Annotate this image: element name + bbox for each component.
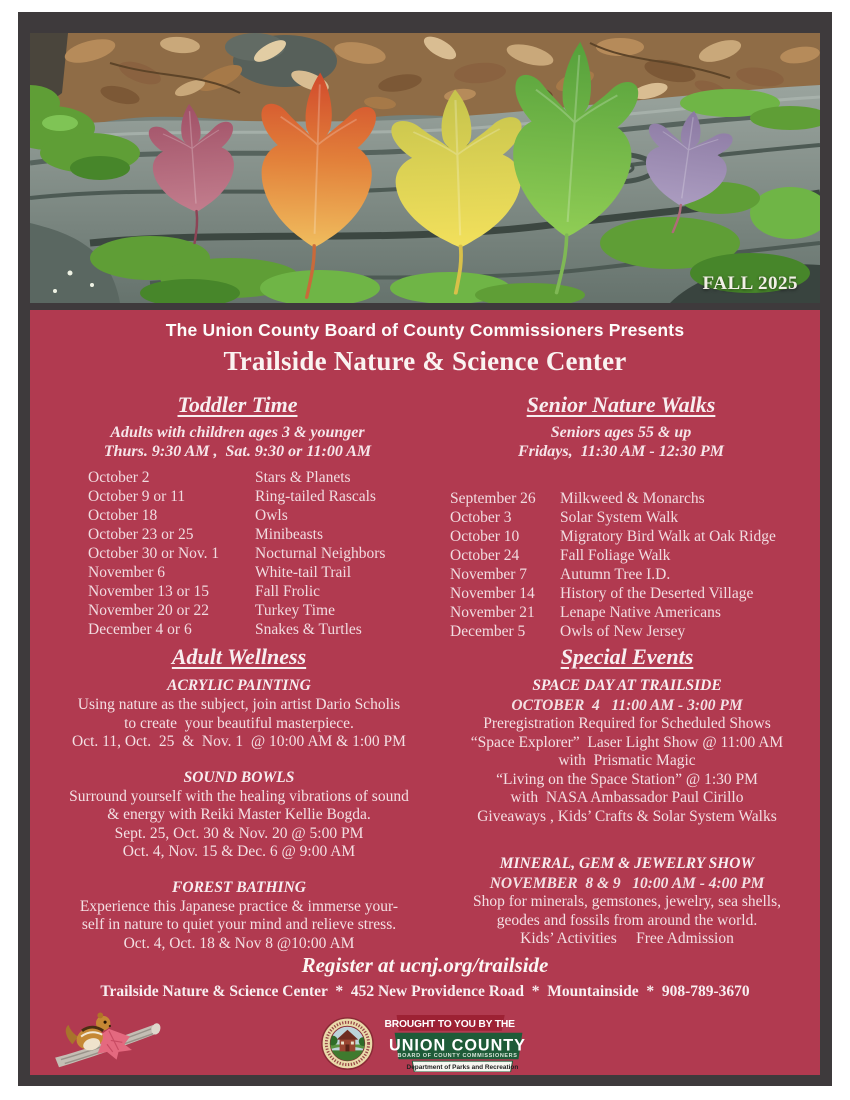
program-sound-bowls — [38, 767, 440, 862]
program-forest-bathing — [38, 877, 440, 954]
program-name: SOUND BOWLS — [183, 768, 295, 786]
program-details — [38, 898, 440, 954]
program-detail-line: Surround yourself with the healing vibrations of sound — [69, 787, 409, 805]
program-details — [38, 788, 440, 862]
senior-walks-list — [430, 489, 812, 641]
event-datetime: OCTOBER 4 11:00 AM - 3:00 PM — [511, 697, 743, 714]
board-text: BOARD OF COUNTY COMMISSIONERS — [397, 1053, 518, 1060]
event-name: Ring-tailed Rascals — [255, 488, 376, 505]
program-detail-line: Using nature as the subject, join artist Dario Scholis — [77, 696, 401, 713]
event-date: October 24 — [450, 547, 520, 564]
schedule-row — [430, 622, 812, 641]
event-name: Stars & Planets — [255, 469, 351, 486]
union-county-text: UNION COUNTY — [389, 1036, 526, 1055]
event-details — [438, 715, 816, 826]
event-space-day — [438, 675, 816, 826]
program-name: FOREST BATHING — [172, 878, 306, 896]
event-detail-line: Shop for minerals, gemstones, jewelry, sea shells, — [472, 893, 782, 910]
program-name: ACRYLIC PAINTING — [167, 677, 311, 694]
event-date: October 30 or Nov. 1 — [88, 545, 220, 562]
toddler-time-audience: Adults with children ages 3 & younger — [110, 424, 365, 441]
event-name: Lenape Native Americans — [560, 604, 721, 621]
event-datetime: NOVEMBER 8 & 9 10:00 AM - 4:00 PM — [489, 875, 765, 892]
event-date: November 20 or 22 — [88, 602, 209, 619]
autumn-leaves-photo-art — [30, 33, 820, 303]
event-date: October 23 or 25 — [88, 526, 194, 543]
event-date: September 26 — [450, 490, 536, 507]
event-name: Minibeasts — [255, 526, 324, 543]
program-detail-line: Oct. 4, Nov. 15 & Dec. 6 @ 9:00 AM — [122, 843, 356, 860]
section-special-events — [438, 644, 816, 964]
section-adult-wellness — [38, 644, 440, 968]
program-details — [38, 696, 440, 752]
event-date: November 7 — [450, 566, 528, 583]
page-title: Trailside Nature & Science Center — [223, 346, 627, 376]
event-name: Migratory Bird Walk at Oak Ridge — [560, 528, 776, 545]
event-detail-line: with Prismatic Magic — [558, 752, 696, 769]
toddler-time-list — [50, 468, 425, 639]
event-date: November 21 — [450, 604, 535, 621]
event-name: History of the Deserted Village — [560, 585, 754, 602]
chipmunk-on-log-with-maple-leaf-icon — [48, 1002, 166, 1074]
event-name: Fall Frolic — [255, 583, 321, 600]
event-detail-line: Kids’ Activities Free Admission — [520, 930, 734, 947]
program-detail-line: to create your beautiful masterpiece. — [124, 714, 354, 732]
event-name: MINERAL, GEM & JEWELRY SHOW — [499, 855, 755, 872]
schedule-row — [430, 584, 812, 603]
toddler-time-schedule: Thurs. 9:30 AM , Sat. 9:30 or 11:00 AM — [103, 443, 372, 460]
event-date: December 5 — [450, 623, 526, 640]
event-date: October 18 — [88, 507, 158, 524]
event-name: Turkey Time — [255, 602, 335, 619]
program-detail-line: Experience this Japanese practice & immerse your- — [79, 897, 399, 915]
schedule-row — [50, 525, 425, 544]
senior-walks-schedule: Fridays, 11:30 AM - 12:30 PM — [517, 443, 725, 460]
schedule-row — [50, 620, 425, 639]
program-detail-line: Oct. 4, Oct. 18 & Nov 8 @10:00 AM — [123, 934, 355, 952]
union-county-parks-logo — [318, 1015, 542, 1072]
event-date: October 10 — [450, 528, 520, 545]
program-detail-line: & energy with Reiki Master Kellie Bogda. — [107, 806, 371, 823]
event-detail-line: geodes and fossils from around the world. — [496, 911, 758, 929]
schedule-row — [430, 527, 812, 546]
event-name: Solar System Walk — [560, 509, 679, 526]
schedule-row — [430, 546, 812, 565]
schedule-row — [430, 508, 812, 527]
department-text: Department of Parks and Recreation — [406, 1064, 519, 1072]
section-toddler-time — [50, 392, 425, 639]
event-name: Nocturnal Neighbors — [255, 545, 386, 562]
senior-walks-title: Senior Nature Walks — [526, 392, 716, 417]
schedule-row — [430, 565, 812, 584]
special-events-title: Special Events — [560, 644, 694, 669]
event-detail-line: with NASA Ambassador Paul Cirillo — [510, 789, 744, 806]
fall-season-label: FALL 2025 — [702, 273, 798, 294]
brought-banner-text: BROUGHT TO YOU BY THE — [384, 1018, 515, 1030]
header-photo — [30, 33, 820, 303]
schedule-row — [50, 563, 425, 582]
toddler-time-title: Toddler Time — [177, 392, 298, 417]
schedule-row — [50, 582, 425, 601]
program-detail-line: Sept. 25, Oct. 30 & Nov. 20 @ 5:00 PM — [114, 824, 364, 842]
address-line: Trailside Nature & Science Center * 452 New Providence Road * Mountainside * 908-789-3670 — [100, 983, 750, 1000]
schedule-row — [50, 544, 425, 563]
flyer-frame — [18, 12, 832, 1086]
schedule-row — [430, 603, 812, 622]
event-name: Milkweed & Monarchs — [560, 490, 705, 507]
event-detail-line: “Space Explorer” Laser Light Show @ 11:00 AM — [470, 733, 784, 751]
event-name: Owls of New Jersey — [560, 623, 686, 640]
event-detail-line: “Living on the Space Station” @ 1:30 PM — [496, 770, 758, 788]
senior-walks-audience: Seniors ages 55 & up — [550, 424, 692, 441]
event-name: SPACE DAY AT TRAILSIDE — [532, 677, 722, 694]
event-detail-line: Preregistration Required for Scheduled Shows — [483, 715, 771, 732]
section-senior-walks — [430, 392, 812, 641]
event-details — [438, 893, 816, 949]
event-date: December 4 or 6 — [88, 621, 192, 638]
schedule-row — [50, 487, 425, 506]
union-county-seal-icon — [322, 1018, 373, 1069]
adult-wellness-title: Adult Wellness — [171, 644, 307, 669]
event-date: November 14 — [450, 585, 535, 602]
program-acrylic-painting — [38, 675, 440, 752]
event-date: October 3 — [450, 509, 512, 526]
program-detail-line: Oct. 11, Oct. 25 & Nov. 1 @ 10:00 AM & 1:00 PM — [72, 733, 406, 750]
event-name: Fall Foliage Walk — [560, 547, 671, 564]
event-mineral-show — [438, 853, 816, 949]
schedule-row — [50, 468, 425, 487]
event-date: October 9 or 11 — [88, 488, 186, 505]
presents-line: The Union County Board of County Commissioners Presents — [165, 320, 685, 340]
event-name: Autumn Tree I.D. — [560, 566, 671, 583]
event-date: November 6 — [88, 564, 166, 581]
event-date: October 2 — [88, 469, 150, 486]
event-name: White-tail Trail — [255, 564, 352, 581]
event-name: Owls — [255, 507, 288, 524]
schedule-row — [50, 506, 425, 525]
schedule-row — [430, 489, 812, 508]
event-detail-line: Giveaways , Kids’ Crafts & Solar System Walks — [477, 807, 777, 825]
flyer-body — [30, 310, 820, 1075]
event-name: Snakes & Turtles — [255, 621, 362, 638]
schedule-row — [50, 601, 425, 620]
program-detail-line: self in nature to quiet your mind and relieve stress. — [81, 916, 397, 933]
event-date: November 13 or 15 — [88, 583, 209, 600]
register-line: Register at ucnj.org/trailside — [301, 953, 549, 977]
